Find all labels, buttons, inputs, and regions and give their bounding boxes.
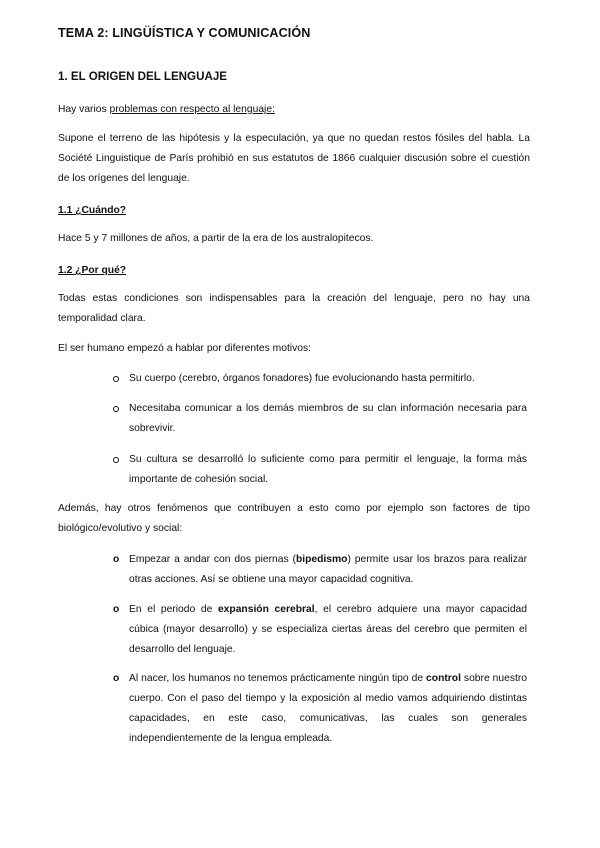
section-heading-origin: 1. EL ORIGEN DEL LENGUAJE bbox=[58, 70, 228, 83]
bullet-o-icon: o bbox=[113, 673, 120, 684]
factor-post: ) permite usar los brazos para realizar otras acciones. Así se obtiene una mayor capacidad cognitiva. bbox=[129, 554, 527, 585]
motive-text: Necesitaba comunicar a los demás miembros de su clan información necesaria para sobrevivir. bbox=[129, 403, 527, 434]
why-paragraph-1: Todas estas condiciones son indispensables para la creación del lenguaje, pero no hay una temporalidad clara. bbox=[58, 293, 530, 324]
factor-post: sobre nuestro cuerpo. Con el paso del tiempo y la exposición al medio vamos adquiriendo distintas capacidades, en este caso, comunicativas, las cuales son generales independientemente de la lengua empleada. bbox=[129, 673, 527, 744]
origin-paragraph: Supone el terreno de las hipótesis y la especulación, ya que no quedan restos fósiles del habla. La Société Linguistique de París prohibió en sus estatutos de 1866 cualquier discusión sobre el cuestión de los orígenes del lenguaje. bbox=[58, 133, 530, 184]
intro-prefix: Hay varios bbox=[58, 104, 110, 115]
document-title: TEMA 2: LINGÜÍSTICA Y COMUNICACIÓN bbox=[58, 26, 311, 40]
subheading-why: 1.2 ¿Por qué? bbox=[58, 265, 127, 276]
factor-bold: control bbox=[426, 673, 461, 684]
factor-bold: bipedismo bbox=[295, 554, 348, 565]
factor-text bbox=[129, 550, 527, 590]
factor-text bbox=[129, 669, 527, 749]
when-text: Hace 5 y 7 millones de años, a partir de la era de los australopitecos. bbox=[58, 233, 374, 244]
why-paragraph-3: Además, hay otros fenómenos que contribuyen a esto como por ejemplo son factores de tipo biológico/evolutivo y social: bbox=[58, 503, 530, 534]
factor-pre: En el periodo de bbox=[129, 604, 218, 615]
subheading-when: 1.1 ¿Cuándo? bbox=[58, 205, 127, 216]
factor-pre: Al nacer, los humanos no tenemos prácticamente ningún tipo de bbox=[129, 673, 427, 684]
intro-line bbox=[58, 100, 528, 120]
intro-underlined: problemas con respecto al lenguaje: bbox=[109, 104, 275, 115]
bullet-o-icon: o bbox=[113, 604, 120, 615]
factor-pre: Empezar a andar con dos piernas ( bbox=[129, 554, 296, 565]
factor-text bbox=[129, 600, 527, 660]
factor-post: , el cerebro adquiere una mayor capacidad cúbica (mayor desarrollo) y se especializa ciertas áreas del cerebro que permiten el desarrollo del lenguaje. bbox=[129, 604, 528, 655]
factor-bold: expansión cerebral bbox=[217, 604, 315, 615]
motive-text: Su cuerpo (cerebro, órganos fonadores) fue evolucionando hasta permitirlo. bbox=[129, 373, 475, 384]
why-paragraph-2: El ser humano empezó a hablar por diferentes motivos: bbox=[58, 343, 311, 354]
motive-text: Su cultura se desarrolló lo suficiente como para permitir el lenguaje, la forma más importante de cohesión social. bbox=[129, 454, 527, 485]
bullet-o-icon: o bbox=[113, 554, 120, 565]
